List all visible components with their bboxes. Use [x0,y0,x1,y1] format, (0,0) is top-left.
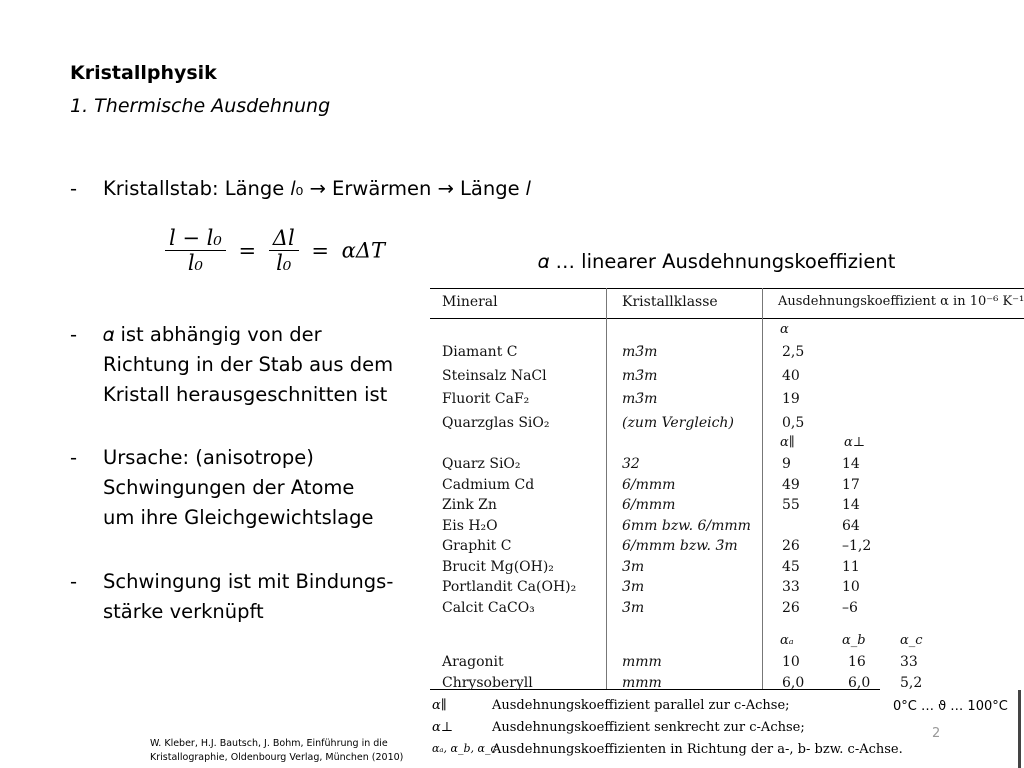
table-cell-v1: 0,5 [782,414,805,431]
citation-line: Kristallographie, Oldenbourg Verlag, München (2010) [150,752,404,763]
table-header-coefficient: Ausdehnungskoeffizient α in 10⁻⁶ K⁻¹ [778,294,1024,309]
table-cell-mineral: Quarzglas SiO₂ [442,414,550,431]
alpha-c-symbol: α_c [900,633,923,648]
bullet-line: stärke verknüpft [103,600,264,623]
edge-bar [1018,690,1021,768]
table-cell-class: mmm [622,654,662,670]
bullet-line: Schwingungen der Atome [103,476,355,499]
citation [150,737,403,765]
table-cell-mineral: Chrysoberyll [442,675,533,691]
table-cell-v1: 26 [782,599,800,616]
bullet-line: Kristall herausgeschnitten ist [103,383,388,406]
slide-subtitle: 1. Thermische Ausdehnung [70,95,331,117]
table-cell-mineral: Brucit Mg(OH)₂ [442,558,554,575]
citation-line: W. Kleber, H.J. Bautsch, J. Bohm, Einführung in die [150,738,388,749]
table-cell-mineral: Fluorit CaF₂ [442,391,530,407]
table-cell-v1: 10 [782,654,800,670]
table-cell-mineral: Portlandit Ca(OH)₂ [442,579,577,595]
table-cell-mineral: Steinsalz NaCl [442,367,547,384]
bullet-line: um ihre Gleichgewichtslage [103,506,374,529]
alpha-b-symbol: α_b [842,633,866,648]
table-cell-class: (zum Vergleich) [622,414,734,431]
fraction-2 [269,226,299,275]
table-cell-class: 32 [622,456,640,472]
bullet-text: Kristallstab: Länge 𝑙₀ → Erwärmen → Länge 𝑙 [103,177,531,200]
table-cell-class: 3̄m [622,579,645,595]
table-cell-class: 6/mmm bzw. 3̄m [622,538,738,554]
table-cell-v2: 6,0 [848,675,871,691]
table-cell-v2: 16 [848,654,866,670]
legend-symbol: αₐ, α_b, α_c [432,742,497,755]
table-cell-mineral: Aragonit [442,654,504,670]
table-cell-class: 3̄m [622,558,645,575]
table-cell-class: m3̄m [622,391,658,407]
legend-text: Ausdehnungskoeffizient senkrecht zur c-Achse; [492,720,805,735]
bullet-line: Schwingung ist mit Bindungs- [103,570,394,593]
table-cell-v2: –6 [842,599,858,616]
table-cell-mineral: Cadmium Cd [442,476,535,493]
fraction-1-numerator: 𝑙 − 𝑙₀ [165,226,226,251]
expansion-coefficient-table [430,288,1024,690]
table-cell-mineral: Zink Zn [442,497,497,513]
alpha-parallel-symbol: α∥ [780,435,795,450]
page-number: 2 [932,726,941,741]
table-cell-class: 6/mmm [622,476,676,493]
table-cell-v2: 14 [842,497,860,513]
bullet-line: Ursache: (anisotrope) [103,446,314,469]
table-cell-v3: 33 [900,654,918,670]
table-cell-v2: 14 [842,456,860,472]
table-cell-class: m3̄m [622,344,658,360]
fraction-1 [165,226,226,275]
table-cell-v2: 11 [842,558,860,575]
table-column-divider [762,288,763,690]
table-cell-v1: 45 [782,558,800,575]
bullet-dash: - [70,446,78,469]
table-column-divider [606,288,607,690]
bullet-dash: - [70,177,78,200]
table-cell-v2: 64 [842,517,860,534]
table-cell-class: 3̄m [622,599,645,616]
slide-title: Kristallphysik [70,62,217,84]
table-header-mineral: Mineral [442,294,498,310]
table-cell-mineral: Graphit C [442,538,512,554]
alpha-symbol: α [780,322,789,337]
table-header-rule [430,318,1024,319]
bullet-dash: - [70,570,78,593]
bullet-dash: - [70,323,78,346]
table-cell-class: 6mm bzw. 6/mmm [622,517,751,534]
legend-text: Ausdehnungskoeffizient parallel zur c-Achse; [492,698,790,713]
table-cell-mineral: Quarz SiO₂ [442,456,521,472]
fraction-2-numerator: Δ𝑙 [269,226,299,251]
temperature-range-label: 0°C … ϑ … 100°C [893,699,1008,714]
table-cell-v1: 40 [782,367,800,384]
table-cell-v1: 6,0 [782,675,805,691]
table-cell-v2: 17 [842,476,860,493]
equation-rhs: 𝛼Δ𝑇 [341,238,386,263]
table-cell-v3: 5,2 [900,675,923,691]
table-cell-v1: 55 [782,497,800,513]
table-header-class: Kristallklasse [622,294,718,310]
alpha-a-symbol: αₐ [780,633,794,648]
table-cell-v1: 33 [782,579,800,595]
table-cell-mineral: Diamant C [442,344,518,360]
legend-symbol: α∥ [432,698,447,713]
bullet-line: Richtung in der Stab aus dem [103,353,394,376]
table-cell-mineral: Eis H₂O [442,517,498,534]
alpha-caption: 𝛼 … linearer Ausdehnungskoeffizient [538,250,896,273]
table-cell-v2: –1,2 [842,538,872,554]
table-cell-class: 6/mmm [622,497,676,513]
table-cell-class: m3̄m [622,367,658,384]
legend-text: Ausdehnungskoeffizienten in Richtung der a-, b- bzw. c-Achse. [492,742,903,757]
table-cell-v1: 9 [782,456,791,472]
equals-sign: = [238,238,257,263]
table-cell-class: mmm [622,675,662,691]
alpha-perpendicular-symbol: α⊥ [844,435,866,450]
legend-symbol: α⊥ [432,720,454,735]
table-cell-v1: 49 [782,476,800,493]
table-top-rule [430,288,1024,289]
expansion-equation [165,226,385,275]
table-cell-v1: 19 [782,391,800,407]
equals-sign: = [311,238,329,263]
fraction-1-denominator: 𝑙₀ [187,251,203,275]
fraction-2-denominator: 𝑙₀ [276,251,292,275]
table-cell-v1: 26 [782,538,800,554]
table-cell-v1: 2,5 [782,344,805,360]
table-cell-mineral: Calcit CaCO₃ [442,599,535,616]
table-cell-v2: 10 [842,579,860,595]
bullet-line: 𝛼 ist abhängig von der [103,323,322,346]
